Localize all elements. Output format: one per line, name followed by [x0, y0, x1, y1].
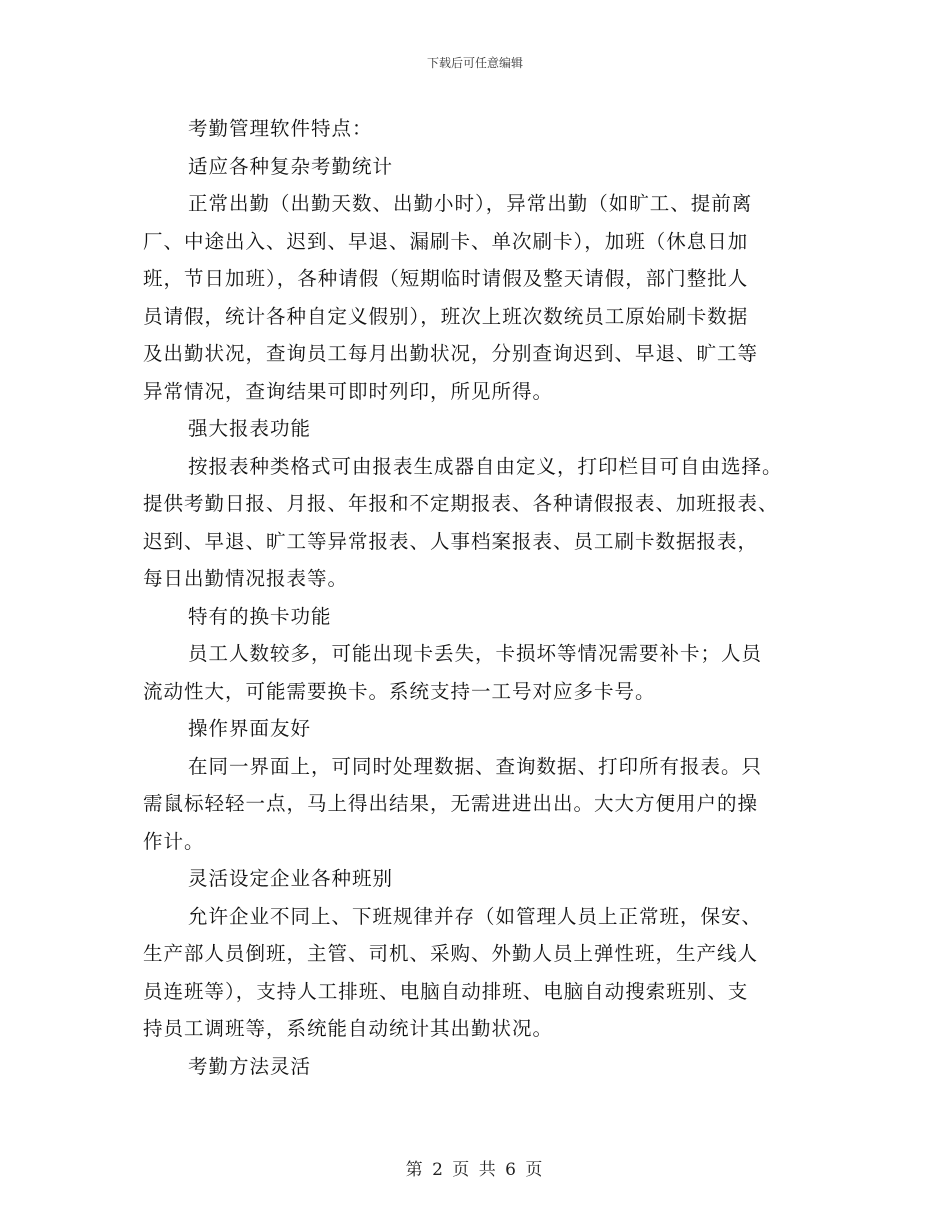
heading-text: 考勤方法灵活 [188, 1054, 312, 1078]
paragraph-line: 在同一界面上，可同时处理数据、查询数据、打印所有报表。只 [188, 754, 763, 778]
section-heading [143, 410, 807, 448]
paragraph-line: 迟到、早退、旷工等异常报表、人事档案报表、员工刷卡数据报表， [143, 529, 759, 553]
body-paragraph [143, 448, 807, 598]
body-paragraph [143, 898, 807, 1048]
page-footer: 第 2 页 共 6 页 [405, 1160, 545, 1180]
heading-text: 考勤管理软件特点： [188, 117, 373, 140]
paragraph-line: 员请假，统计各种自定义假别），班次上班次数统员工原始刷卡数据 [143, 304, 749, 328]
section-heading [143, 1048, 807, 1086]
section-heading [143, 598, 807, 636]
paragraph-line: 班，节日加班），各种请假（短期临时请假及整天请假，部门整批人 [143, 267, 749, 290]
body-paragraph [143, 635, 807, 710]
paragraph-line: 正常出勤（出勤天数、出勤小时），异常出勤（如旷工、提前离 [188, 192, 753, 215]
paragraph-line: 作计。 [143, 829, 205, 853]
heading-text: 特有的换卡功能 [188, 604, 332, 628]
paragraph-line: 允许企业不同上、下班规律并存（如管理人员上正常班，保安、 [188, 904, 763, 928]
paragraph-line: 员连班等），支持人工排班、电脑自动排班、电脑自动搜索班别、支 [143, 979, 749, 1003]
paragraph-line: 流动性大，可能需要换卡。系统支持一工号对应多卡号。 [143, 679, 656, 703]
heading-text: 灵活设定企业各种班别 [188, 867, 394, 890]
document-body [143, 110, 807, 1085]
paragraph-line: 厂、中途出入、迟到、早退、漏刷卡、单次刷卡），加班（休息日加 [143, 229, 749, 253]
body-paragraph [143, 748, 807, 861]
paragraph-line: 生产部人员倒班，主管、司机、采购、外勤人员上弹性班，生产线人 [143, 942, 759, 965]
paragraph-line: 及出勤状况，查询员工每月出勤状况，分别查询迟到、早退、旷工等 [143, 342, 759, 365]
paragraph-line: 提供考勤日报、月报、年报和不定期报表、各种请假报表、加班报表、 [143, 492, 779, 515]
paragraph-line: 异常情况，查询结果可即时列印，所见所得。 [143, 379, 554, 403]
paragraph-line: 员工人数较多，可能出现卡丢失，卡损坏等情况需要补卡；人员 [188, 642, 763, 665]
body-paragraph [143, 185, 807, 410]
heading-text: 操作界面友好 [188, 717, 312, 740]
paragraph-line: 按报表种类格式可由报表生成器自由定义，打印栏目可自由选择。 [188, 454, 783, 478]
paragraph-line: 需鼠标轻轻一点，马上得出结果，无需进进出出。大大方便用户的操 [143, 792, 759, 815]
heading-text: 适应各种复杂考勤统计 [188, 154, 394, 178]
paragraph-line: 每日出勤情况报表等。 [143, 567, 349, 590]
section-heading [143, 710, 807, 748]
page-header-note: 下载后可任意编辑 [426, 56, 523, 70]
paragraph-line: 持员工调班等，系统能自动统计其出勤状况。 [143, 1017, 554, 1040]
heading-text: 强大报表功能 [188, 417, 312, 440]
section-heading [143, 860, 807, 898]
section-heading [143, 148, 807, 186]
section-heading [143, 110, 807, 148]
